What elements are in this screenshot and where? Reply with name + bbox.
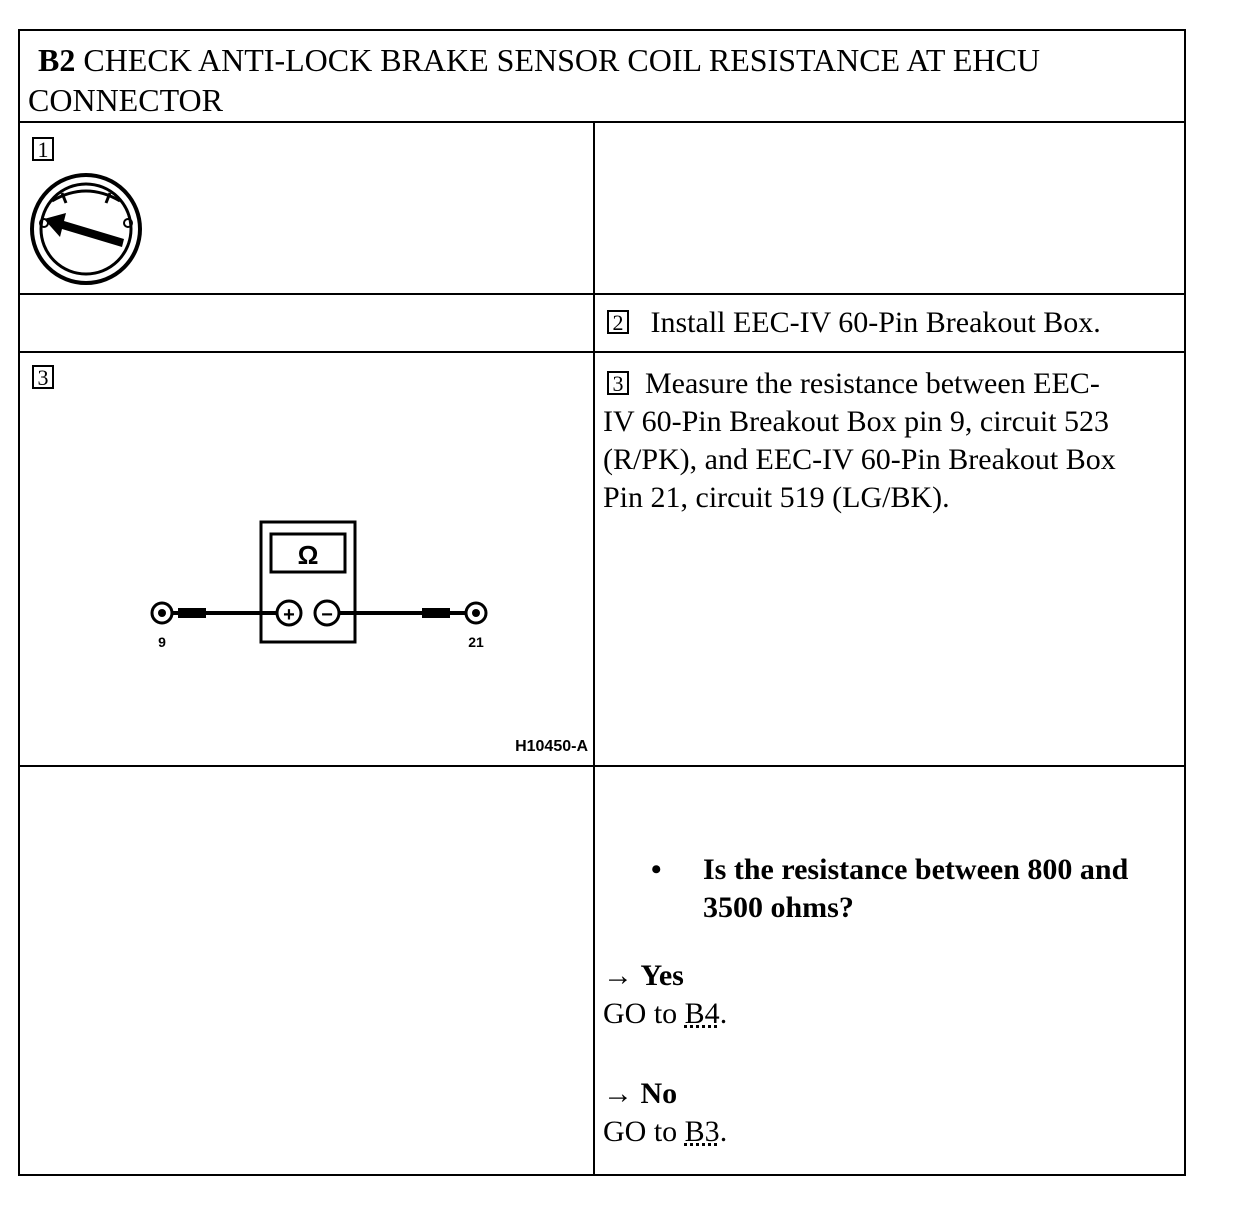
row2-instruction bbox=[607, 304, 1177, 348]
row-divider bbox=[20, 765, 1184, 767]
title-text-line2: CONNECTOR bbox=[28, 82, 223, 118]
negative-terminal-label: − bbox=[321, 604, 333, 626]
row4-result bbox=[603, 851, 1181, 1171]
row3-left-cell bbox=[32, 365, 588, 761]
step-number-box: 3 bbox=[32, 365, 54, 389]
row1-left-cell bbox=[32, 137, 572, 287]
figure-id: H10450-A bbox=[515, 738, 588, 755]
goto-prefix: GO to bbox=[603, 1115, 685, 1148]
goto-suffix: . bbox=[719, 1115, 728, 1148]
step-number-box: 2 bbox=[607, 310, 629, 334]
row-divider bbox=[20, 293, 1184, 295]
goto-suffix: . bbox=[719, 997, 728, 1030]
instruction-line: (R/PK), and EEC-IV 60-Pin Breakout Box bbox=[603, 443, 1116, 476]
column-divider bbox=[593, 123, 595, 1176]
arrow-right-icon: → bbox=[603, 1077, 633, 1110]
pin-9-label: 9 bbox=[158, 634, 166, 650]
question bbox=[603, 851, 1181, 927]
ohmmeter-diagram bbox=[32, 365, 588, 761]
goto-b4-link[interactable]: B4 bbox=[684, 997, 720, 1030]
bullet-icon: • bbox=[651, 853, 662, 886]
yes-branch bbox=[603, 957, 1181, 1033]
pin-21-label: 21 bbox=[468, 634, 484, 650]
instruction-line: Measure the resistance between EEC- bbox=[645, 367, 1100, 400]
step-number-box: 3 bbox=[607, 371, 629, 395]
goto-prefix: GO to bbox=[603, 997, 685, 1030]
diagnostic-table bbox=[18, 29, 1186, 1176]
step-number-box: 1 bbox=[32, 137, 54, 161]
instruction-text: Install EEC-IV 60-Pin Breakout Box. bbox=[650, 306, 1101, 339]
question-line: Is the resistance between 800 and bbox=[703, 853, 1129, 886]
yes-label: Yes bbox=[640, 959, 684, 992]
title-text: CHECK ANTI-LOCK BRAKE SENSOR COIL RESISTANCE AT EHCU bbox=[83, 42, 1040, 78]
row3-instruction bbox=[603, 365, 1181, 761]
step-code: B2 bbox=[38, 42, 76, 78]
page-title bbox=[20, 31, 1184, 123]
row-divider bbox=[20, 351, 1184, 353]
instruction-line: IV 60-Pin Breakout Box pin 9, circuit 523 bbox=[603, 405, 1110, 438]
positive-terminal-label: + bbox=[283, 604, 295, 626]
arrow-right-icon: → bbox=[603, 959, 633, 992]
goto-b3-link[interactable]: B3 bbox=[684, 1115, 720, 1148]
ohm-symbol: Ω bbox=[297, 540, 319, 570]
no-branch bbox=[603, 1075, 1181, 1151]
question-line: 3500 ohms? bbox=[703, 891, 854, 924]
no-label: No bbox=[640, 1077, 678, 1110]
instruction-line: Pin 21, circuit 519 (LG/BK). bbox=[603, 481, 950, 514]
ignition-switch-icon bbox=[30, 169, 150, 289]
